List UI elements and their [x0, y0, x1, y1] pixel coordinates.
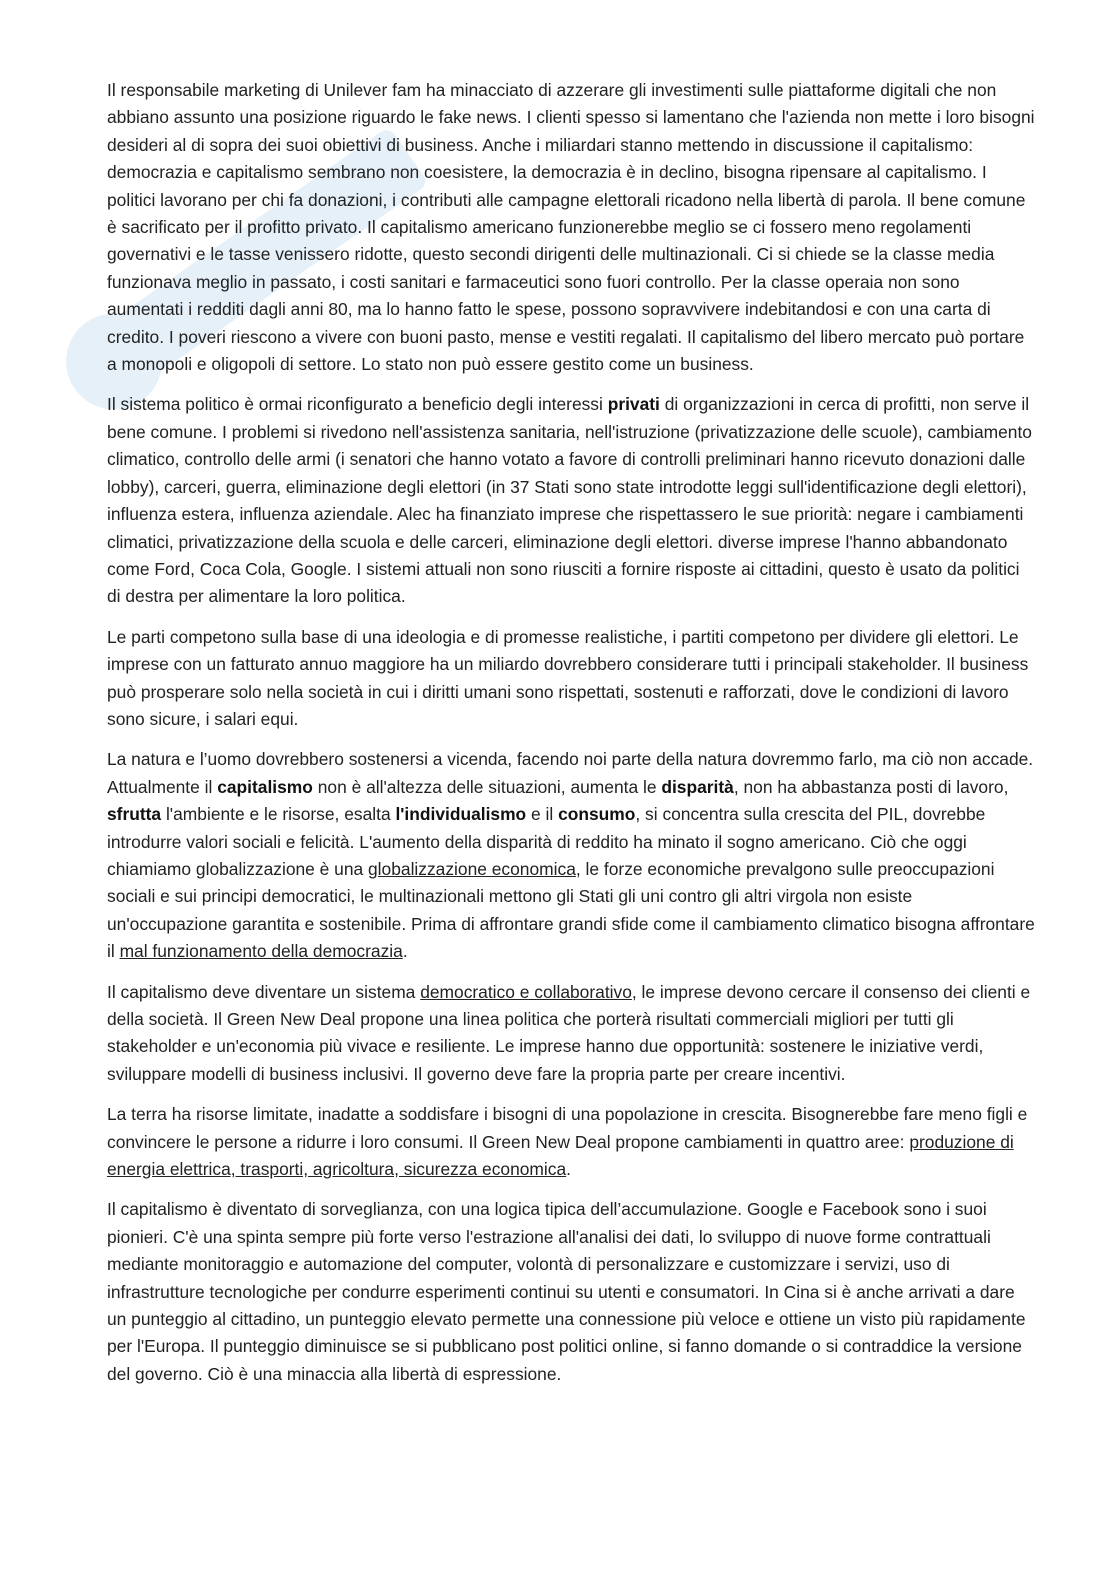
- paragraph-7: [107, 1196, 1037, 1388]
- text-run: non è all'altezza delle situazioni, aumenta le: [312, 776, 662, 797]
- bold-term: privati: [607, 394, 660, 415]
- underlined-phrase: mal funzionamento della democrazia: [119, 941, 403, 962]
- text-run: , le forze economiche prevalgono sulle preoccupazioni sociali e sui principi democratici, le multinazionali mettono gli Stati gli uni contro gli altri virgola non esiste un'occupazione garantita e sostenibile. Prima di affrontare grandi sfide come il cambiamento climatico bisogna affrontare il: [107, 858, 1035, 962]
- bold-term: l'individualismo: [395, 804, 527, 825]
- bold-term: disparità: [661, 776, 734, 797]
- underlined-phrase: globalizzazione economica: [368, 858, 576, 879]
- text-run: , le imprese devono cercare il consenso dei clienti e della società. Il Green New Deal propone una linea politica che porterà risultati commerciali migliori per tutti gli stakeholder e un'economia più vivace e resiliente. Le imprese hanno due opportunità: sostenere le iniziative verdi, sviluppare modelli di business inclusivi. Il governo deve fare la propria parte per creare incentivi.: [107, 981, 1031, 1084]
- text-run: Le parti competono sulla base di una ideologia e di promesse realistiche, i partiti competono per dividere gli elettori. Le imprese con un fatturato annuo maggiore ha un miliardo dovrebbero considerare tutti i principali stakeholder. Il business può prosperare solo nella società in cui i diritti umani sono rispettati, sostenuti e rafforzati, dove le condizioni di lavoro sono sicure, i salari equi.: [107, 626, 1029, 729]
- paragraph-2: [107, 391, 1037, 610]
- text-run: Il sistema politico è ormai riconfigurato a beneficio degli interessi: [107, 394, 608, 415]
- bold-term: sfrutta: [107, 804, 162, 825]
- document-body: [107, 77, 1037, 1401]
- text-run: , non ha abbastanza posti di lavoro,: [733, 776, 1009, 797]
- text-run: La natura e l’uomo dovrebbero sostenersi a vicenda, facendo noi parte della natura dovremmo farlo, ma ciò non accade. Attualmente il: [107, 749, 1034, 797]
- text-run: di organizzazioni in cerca di profitti, non serve il bene comune. I problemi si rivedono nell'assistenza sanitaria, nell'istruzione (privatizzazione delle scuole), cambiamento climatico, controllo delle armi (i senatori che hanno votato a favore di controlli preliminari hanno ricevuto donazioni dalle lobby), carceri, guerra, eliminazione degli elettori (in 37 Stati sono state introdotte leggi sull'identificazione degli elettori), influenza estera, influenza aziendale. Alec ha finanziato imprese che rispettassero le sue priorità: negare i cambiamenti climatici, privatizzazione della scuola e delle carceri, eliminazione degli elettori. diverse imprese l'hanno abbandonato come Ford, Coca Cola, Google. I sistemi attuali non sono riusciti a fornire risposte ai cittadini, questo è usato da politici di destra per alimentare la loro politica.: [107, 394, 1032, 607]
- text-run: e il: [526, 804, 559, 825]
- text-run: , si concentra sulla crescita del PIL, dovrebbe introdurre valori sociali e felicità. L'aumento della disparità di reddito ha minato il sogno americano. Ciò che oggi chiamiamo globalizzazione è una: [107, 804, 986, 879]
- bold-term: capitalismo: [217, 776, 313, 797]
- paragraph-6: [107, 1101, 1037, 1183]
- underlined-phrase: produzione di energia elettrica, trasporti, agricoltura, sicurezza economica: [107, 1131, 1014, 1180]
- underlined-phrase: democratico e collaborativo: [420, 981, 632, 1002]
- paragraph-1: [107, 77, 1037, 378]
- text-run: La terra ha risorse limitate, inadatte a soddisfare i bisogni di una popolazione in crescita. Bisognerebbe fare meno figli e convincere le persone a ridurre i loro consumi. Il Green New Deal propone cambiamenti in quattro aree:: [107, 1104, 1028, 1152]
- text-run: .: [402, 941, 408, 962]
- text-run: Il responsabile marketing di Unilever fam ha minacciato di azzerare gli investimenti sulle piattaforme digitali che non abbiano assunto una posizione riguardo le fake news. I clienti spesso si lamentano che l'azienda non mette i loro bisogni desideri al di sopra dei suoi obiettivi di business. Anche i miliardari stanno mettendo in discussione il capitalismo: democrazia e capitalismo sembrano non coesistere, la democrazia è in declino, bisogna ripensare al capitalismo. I politici lavorano per chi fa donazioni, i contributi alle campagne elettorali ricadono nella libertà di parola. Il bene comune è sacrificato per il profitto privato. Il capitalismo americano funzionerebbe meglio se ci fossero meno regolamenti governativi e le tasse venissero ridotte, questo secondi dirigenti delle multinazionali. Ci si chiede se la classe media funzionava meglio in passato, i costi sanitari e farmaceutici sono fuori controllo. Per la classe operaia non sono aumentati i redditi dagli anni 80, ma lo hanno fatto le spese, possono sopravvivere indebitandosi e con una carta di credito. I poveri riescono a vivere con buoni pasto, mense e vestiti regalati. Il capitalismo del libero mercato può portare a monopoli e oligopoli di settore. Lo stato non può essere gestito come un business.: [107, 80, 1035, 375]
- bold-term: consumo: [558, 804, 636, 825]
- text-run: l'ambiente e le risorse, esalta: [161, 804, 396, 825]
- paragraph-3: [107, 624, 1037, 734]
- text-run: Il capitalismo deve diventare un sistema: [107, 981, 421, 1002]
- text-run: .: [566, 1159, 571, 1180]
- paragraph-5: [107, 979, 1037, 1089]
- text-run: Il capitalismo è diventato di sorveglianza, con una logica tipica dell’accumulazione. Google e Facebook sono i suoi pionieri. C'è una spinta sempre più forte verso l'estrazione all'analisi dei dati, lo sviluppo di nuove forme contrattuali mediante monitoraggio e automazione del computer, volontà di personalizzare e customizzare i servizi, uso di infrastrutture tecnologiche per condurre esperimenti continui su utenti e consumatori. In Cina si è anche arrivati a dare un punteggio al cittadino, un punteggio elevato permette una connessione più veloce e ottiene un visto più rapidamente per l'Europa. Il punteggio diminuisce se si pubblicano post politici online, si fanno domande o si contraddice la versione del governo. Ciò è una minaccia alla libertà di espressione.: [107, 1199, 1026, 1384]
- paragraph-4: [107, 746, 1037, 965]
